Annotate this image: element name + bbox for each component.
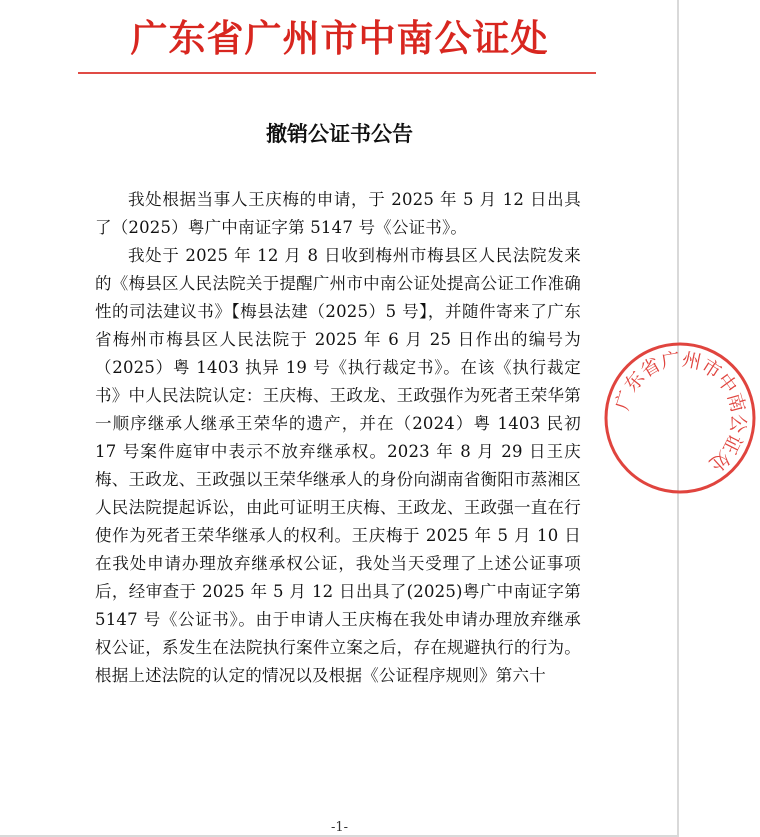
letterhead-rule	[78, 72, 596, 74]
body-paragraph-1: 我处根据当事人王庆梅的申请，于 2025 年 5 月 12 日出具了（2025）粤广中南证字第 5147 号《公证书》。	[95, 190, 581, 237]
svg-text:广东省广州市中南公证处	[611, 348, 749, 475]
document-title: 撤销公证书公告	[266, 122, 413, 146]
official-seal	[600, 338, 760, 498]
page-number: -1-	[330, 820, 349, 835]
letterhead-title: 广东省广州市中南公证处	[130, 17, 549, 60]
seal-text: 广东省广州市中南公证处	[611, 348, 750, 476]
document-body	[95, 186, 581, 690]
body-paragraph-2: 我处于 2025 年 12 月 8 日收到梅州市梅县区人民法院发来的《梅县区人民法院关于提醒广州市中南公证处提高公证工作准确性的司法建议书》【梅县法建（2025）5 号】，并随件寄来了广东省梅州市梅县区人民法院于 2025 年 6 月 25 日作出的编号为（2025）粤 1403 执异 19 号《执行裁定书》。在该《执行裁定书》中人民法院认定：王庆梅、王政龙、王政强作为死者王荣华第一顺序继承人继承王荣华的遗产，并在（2024）粤 1403 民初 17 号案件庭审中表示不放弃继承权。2023 年 8 月 29 日王庆梅、王政龙、王政强以王荣华继承人的身份向湖南省衡阳市蒸湘区人民法院提起诉讼，由此可证明王庆梅、王政龙、王政强一直在行使作为死者王荣华继承人的权利。王庆梅于 2025 年 5 月 10 日在我处申请办理放弃继承权公证，我处当天受理了上述公证事项后，经审查于 2025 年 5 月 12 日出具了(2025)粤广中南证字第 5147 号《公证书》。由于申请人王庆梅在我处申请办理放弃继承权公证，系发生在法院执行案件立案之后，存在规避执行的行为。根据上述法院的认定的情况以及根据《公证程序规则》第六十	[95, 246, 581, 685]
